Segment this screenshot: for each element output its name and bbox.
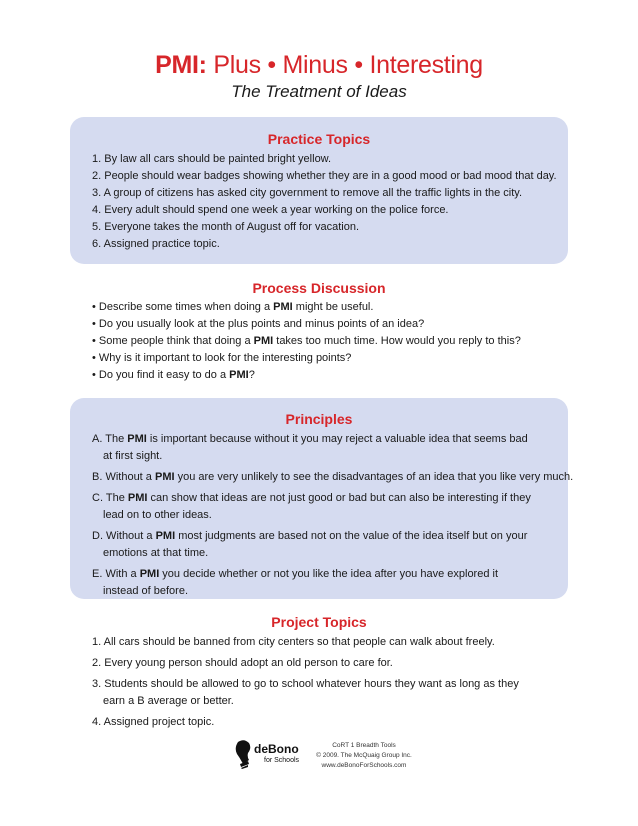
process-discussion-list [92,299,562,384]
process-discussion-heading: Process Discussion [252,280,386,296]
practice-topics-heading: Practice Topics [267,131,371,147]
list-item: 6. Assigned practice topic. [92,238,220,250]
list-item: • Do you find it easy to do a PMI? [92,369,255,381]
footer-line-2: © 2009. The McQuaig Group Inc. [316,752,412,759]
practice-topics-list [92,151,562,253]
list-item: C. The PMI can show that ideas are not just good or bad but can also be interesting if they lead on to other ideas. [92,492,531,521]
list-item: A. The PMI is important because without it you may reject a valuable idea that seems bad at first sight. [92,433,528,462]
list-item: D. Without a PMI most judgments are based not on the value of the idea itself but on your emotions at that time. [92,530,528,559]
list-item: 2. People should wear badges showing whether they are in a good mood or bad mood that day. [92,170,557,182]
list-item: 5. Everyone takes the month of August off for vacation. [92,221,360,233]
list-item: 1. All cars should be banned from city centers so that people can walk about freely. [92,636,495,648]
list-item: 1. By law all cars should be painted bright yellow. [92,153,332,165]
footer-line-1: CoRT 1 Breadth Tools [332,742,396,749]
list-item: • Some people think that doing a PMI takes too much time. How would you reply to this? [92,335,521,347]
list-item: • Describe some times when doing a PMI might be useful. [92,301,374,313]
title-prefix: PMI: [155,51,207,79]
list-item: • Do you usually look at the plus points and minus points of an idea? [92,318,425,330]
list-item: 4. Assigned project topic. [92,716,215,728]
footer-credits [308,741,420,771]
project-topics-list [92,634,542,731]
project-topics-heading: Project Topics [271,614,367,630]
list-item: 3. Students should be allowed to go to school whatever hours they want as long as they earn a B average or better. [92,678,519,707]
list-item: 3. A group of citizens has asked city government to remove all the traffic lights in the city. [92,187,523,199]
principles-list [92,431,574,600]
footer-line-3: www.deBonoForSchools.com [321,762,407,769]
list-item: E. With a PMI you decide whether or not you like the idea after you have explored it instead of before. [92,568,499,597]
debono-logo [232,736,308,772]
list-item: B. Without a PMI you are very unlikely to see the disadvantages of an idea that you like very much. [92,471,574,483]
list-item: 4. Every adult should spend one week a year working on the police force. [92,204,449,216]
principles-heading: Principles [285,411,353,427]
lightbulb-head-icon [232,736,308,772]
list-item: • Why is it important to look for the interesting points? [92,352,352,364]
title-main: Plus • Minus • Interesting [213,51,483,79]
svg-text:for Schools: for Schools [264,757,300,764]
list-item: 2. Every young person should adopt an old person to care for. [92,657,393,669]
page-subtitle: The Treatment of Ideas [231,82,407,101]
svg-text:deBono: deBono [254,742,299,756]
page-title [0,51,638,80]
